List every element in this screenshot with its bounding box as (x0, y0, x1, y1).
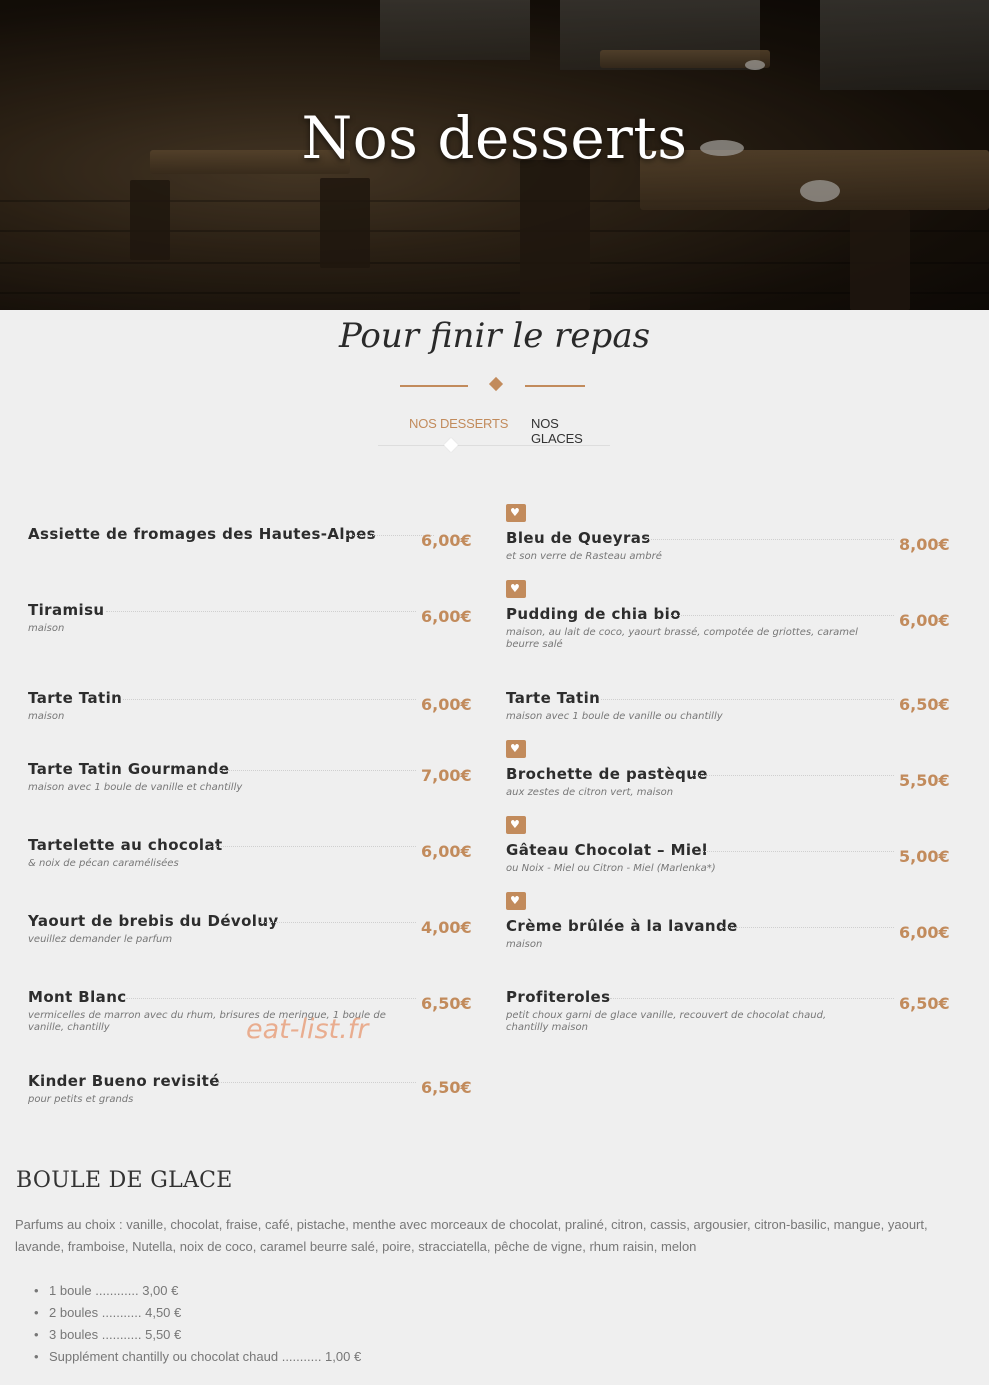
item-price: 8,00€ (899, 535, 950, 554)
menu-item (28, 525, 470, 565)
item-price: 4,00€ (421, 918, 472, 937)
glace-title: BOULE DE GLACE (16, 1168, 233, 1193)
item-price: 6,50€ (899, 695, 950, 714)
item-name: Yaourt de brebis du Dévoluy (28, 912, 279, 930)
item-description: maison avec 1 boule de vanille ou chantilly (506, 711, 723, 722)
menu-item (28, 689, 470, 729)
item-price: 6,00€ (421, 842, 472, 861)
heart-icon: ♥ (506, 816, 526, 834)
item-name: Kinder Bueno revisité (28, 1072, 220, 1090)
item-name: Gâteau Chocolat – Miel (506, 841, 708, 859)
menu-item (28, 836, 470, 876)
dot-leader (692, 775, 894, 776)
hero-title: Nos desserts (301, 104, 688, 172)
item-price: 6,00€ (899, 923, 950, 942)
item-name: Tarte Tatin (506, 689, 601, 707)
divider-left (400, 385, 468, 387)
dot-leader (106, 611, 416, 612)
item-name: Crème brûlée à la lavande (506, 917, 738, 935)
menu-item (28, 912, 470, 952)
item-name: Pudding de chia bio (506, 605, 681, 623)
section-title: Pour finir le repas (338, 316, 651, 356)
item-name: Tiramisu (28, 601, 105, 619)
menu-item (28, 760, 470, 800)
dot-leader (123, 699, 416, 700)
item-description: veuillez demander le parfum (28, 934, 173, 945)
item-name: Tartelette au chocolat (28, 836, 223, 854)
menu-item (506, 841, 948, 881)
glace-price-list (34, 1282, 361, 1370)
tab-nos-desserts[interactable]: NOS DESSERTS (409, 416, 509, 431)
item-price: 6,50€ (421, 1078, 472, 1097)
dot-leader (702, 851, 894, 852)
item-name: Assiette de fromages des Hautes-Alpes (28, 525, 376, 543)
dot-leader (126, 998, 416, 999)
watermark: eat-list.fr (246, 1014, 369, 1045)
item-name: Tarte Tatin Gourmande (28, 760, 230, 778)
list-item: • Supplément chantilly ou chocolat chaud ........... 1,00 € (34, 1348, 361, 1370)
heart-icon: ♥ (506, 740, 526, 758)
divider-diamond-icon (489, 377, 503, 391)
item-description: maison avec 1 boule de vanille et chantilly (28, 782, 243, 793)
item-price: 6,50€ (899, 994, 950, 1013)
menu-tabs (378, 414, 610, 446)
divider-right (525, 385, 585, 387)
dot-leader (646, 539, 894, 540)
item-price: 5,00€ (899, 847, 950, 866)
item-price: 7,00€ (421, 766, 472, 785)
dot-leader (260, 922, 416, 923)
item-description: petit choux garni de glace vanille, recouvert de chocolat chaud, chantilly maison (506, 1010, 827, 1033)
item-description: pour petits et grands (28, 1094, 134, 1105)
item-description: aux zestes de citron vert, maison (506, 787, 674, 798)
item-description: maison (506, 939, 543, 950)
menu-item (28, 601, 470, 641)
item-price: 5,50€ (899, 771, 950, 790)
menu-item (506, 917, 948, 957)
hero-banner (0, 0, 989, 310)
heart-icon: ♥ (506, 892, 526, 910)
list-item: • 2 boules ........... 4,50 € (34, 1304, 361, 1326)
item-price: 6,00€ (421, 607, 472, 626)
list-item: • 3 boules ........... 5,50 € (34, 1326, 361, 1348)
list-item: • 1 boule ............ 3,00 € (34, 1282, 361, 1304)
heart-icon: ♥ (506, 580, 526, 598)
item-description: ou Noix - Miel ou Citron - Miel (Marlenka*) (506, 863, 716, 874)
menu-item (506, 765, 948, 805)
dot-leader (220, 770, 416, 771)
item-name: Tarte Tatin (28, 689, 123, 707)
item-name: Profiteroles (506, 988, 611, 1006)
dot-leader (720, 927, 894, 928)
item-description: et son verre de Rasteau ambré (506, 551, 662, 562)
item-description: & noix de pécan caramélisées (28, 858, 179, 869)
menu-item (506, 988, 948, 1038)
heart-icon: ♥ (506, 504, 526, 522)
dot-leader (610, 998, 894, 999)
dot-leader (601, 699, 894, 700)
dot-leader (210, 846, 416, 847)
item-price: 6,50€ (421, 994, 472, 1013)
item-price: 6,00€ (421, 531, 472, 550)
item-description: maison, au lait de coco, yaourt brassé, compotée de griottes, caramel beurre salé (506, 627, 858, 650)
tab-active-indicator (444, 438, 458, 452)
item-name: Bleu de Queyras (506, 529, 651, 547)
item-name: Brochette de pastèque (506, 765, 708, 783)
glace-flavours: Parfums au choix : vanille, chocolat, fraise, café, pistache, menthe avec morceaux de chocolat, praliné, citron, cassis, argousier, citron-basilic, mangue, yaourt, lavande, framboise, Nutella, noix de coco, caramel beurre salé, poire, stracciatella, pêche de vigne, rhum raisin, melon (15, 1217, 928, 1254)
item-name: Mont Blanc (28, 988, 127, 1006)
dot-leader (214, 1082, 416, 1083)
menu-item (506, 605, 948, 655)
item-description: maison (28, 623, 65, 634)
item-description: vermicelles de marron avec du rhum, brisures de meringue, 1 boule de vanille, chantilly (28, 1010, 386, 1033)
item-price: 6,00€ (899, 611, 950, 630)
menu-item (506, 529, 948, 569)
tab-nos-glaces[interactable]: NOS GLACES (531, 416, 583, 446)
dot-leader (670, 615, 894, 616)
menu-item (506, 689, 948, 729)
menu-item (28, 1072, 470, 1112)
item-description: maison (28, 711, 65, 722)
item-price: 6,00€ (421, 695, 472, 714)
